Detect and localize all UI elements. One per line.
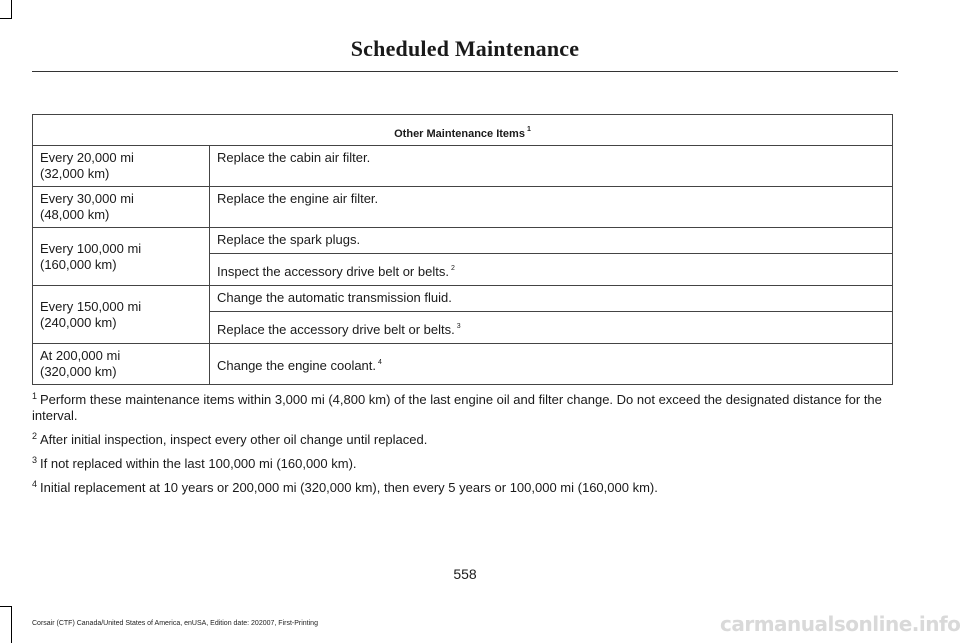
table-row bbox=[33, 228, 893, 254]
task-cell bbox=[210, 146, 893, 187]
task-cell bbox=[210, 228, 893, 254]
footnote-text: If not replaced within the last 100,000 mi (160,000 km). bbox=[40, 456, 357, 471]
footnote-number: 2 bbox=[32, 431, 38, 441]
edition-footer: Corsair (CTF) Canada/United States of America, enUSA, Edition date: 202007, First-Printing bbox=[32, 620, 318, 627]
footnote-number: 3 bbox=[32, 455, 38, 465]
footnote bbox=[32, 388, 898, 424]
title-divider bbox=[32, 71, 898, 72]
interval-km: (32,000 km) bbox=[40, 166, 110, 181]
task-cell bbox=[210, 312, 893, 344]
interval-cell bbox=[33, 228, 210, 286]
table-row bbox=[33, 146, 893, 187]
task-text: Change the automatic transmission fluid. bbox=[217, 290, 452, 305]
page-number: 558 bbox=[453, 566, 477, 582]
table-row bbox=[33, 286, 893, 312]
page-title: Scheduled Maintenance bbox=[350, 36, 580, 61]
task-text: Replace the cabin air filter. bbox=[217, 150, 371, 165]
table-caption bbox=[33, 115, 893, 146]
task-footnote-ref: 4 bbox=[378, 358, 382, 366]
interval-cell bbox=[33, 187, 210, 228]
interval-miles: At 200,000 mi bbox=[40, 348, 121, 363]
task-text: Replace the spark plugs. bbox=[217, 232, 361, 247]
footnote-text: Initial replacement at 10 years or 200,000 mi (320,000 km), then every 5 years or 100,000 mi (160,000 km). bbox=[40, 480, 658, 495]
task-text: Change the engine coolant. bbox=[217, 357, 377, 373]
task-text: Inspect the accessory drive belt or belts. bbox=[217, 264, 449, 279]
footnote-text: After initial inspection, inspect every other oil change until replaced. bbox=[40, 432, 428, 447]
task-text: Replace the engine air filter. bbox=[217, 191, 379, 206]
task-cell bbox=[210, 344, 893, 385]
task-footnote-ref: 2 bbox=[450, 265, 455, 272]
footnote bbox=[32, 452, 898, 472]
table-caption-text: Other Maintenance Items bbox=[394, 128, 525, 140]
table-row bbox=[33, 344, 893, 385]
table-row bbox=[33, 187, 893, 228]
interval-km: (160,000 km) bbox=[40, 256, 117, 272]
crop-mark-top-left-h bbox=[0, 18, 12, 19]
task-cell bbox=[210, 254, 893, 286]
interval-km: (320,000 km) bbox=[40, 364, 117, 379]
footnote-text: Perform these maintenance items within 3,000 mi (4,800 km) of the last engine oil and filter change. Do not exceed the designated distance for the interval. bbox=[32, 392, 882, 423]
task-cell bbox=[210, 286, 893, 312]
interval-cell bbox=[33, 286, 210, 344]
footnote bbox=[32, 476, 898, 496]
task-footnote-ref: 3 bbox=[456, 323, 461, 330]
interval-miles: Every 30,000 mi bbox=[40, 191, 134, 206]
interval-miles: Every 20,000 mi bbox=[40, 150, 134, 165]
interval-miles: Every 100,000 mi bbox=[40, 240, 142, 256]
interval-miles: Every 150,000 mi bbox=[40, 298, 142, 314]
table-caption-footnote-ref: 1 bbox=[526, 126, 531, 133]
interval-km: (240,000 km) bbox=[40, 314, 117, 330]
interval-km: (48,000 km) bbox=[40, 207, 110, 222]
task-text: Replace the accessory drive belt or belts. bbox=[217, 322, 455, 337]
interval-cell bbox=[33, 344, 210, 385]
watermark: carmanualsonline.info bbox=[720, 612, 960, 636]
task-cell bbox=[210, 187, 893, 228]
footnote bbox=[32, 428, 898, 448]
footnote-number: 1 bbox=[32, 391, 38, 401]
crop-mark-top-left-v bbox=[11, 0, 12, 18]
crop-mark-bottom-left-v bbox=[11, 606, 12, 643]
maintenance-table bbox=[32, 114, 893, 385]
interval-cell bbox=[33, 146, 210, 187]
footnote-number: 4 bbox=[32, 479, 38, 489]
footnotes bbox=[32, 388, 898, 500]
